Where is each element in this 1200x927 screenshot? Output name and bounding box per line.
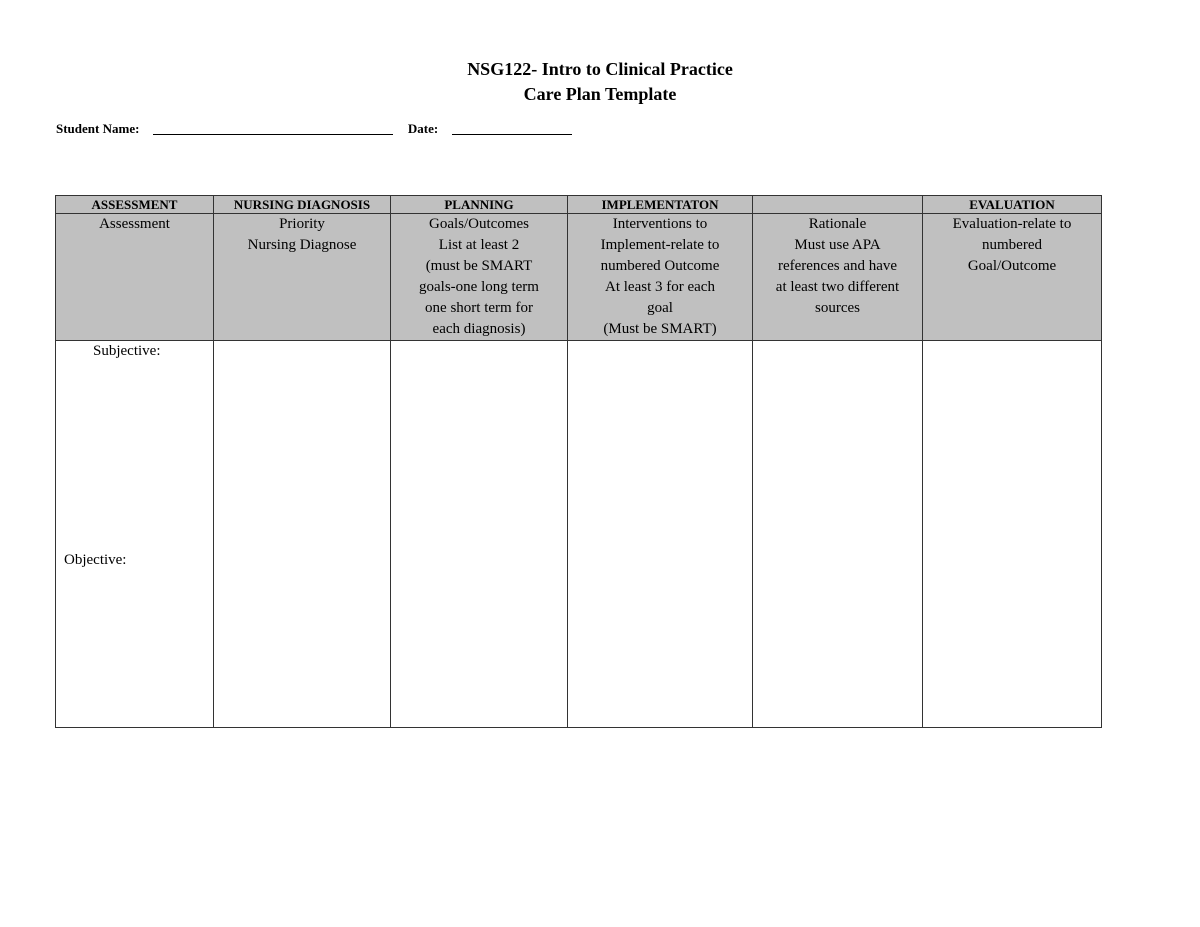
subheader-line: goals-one long term: [419, 279, 539, 295]
subheader-line: Assessment: [99, 216, 170, 232]
student-info-row: [56, 121, 572, 137]
subheader-line: each diagnosis): [432, 321, 526, 337]
objective-label: Objective:: [64, 552, 127, 568]
subheader-line: Goal/Outcome: [967, 258, 1057, 274]
date-field[interactable]: [452, 122, 572, 135]
subjective-label: Subjective:: [93, 343, 161, 359]
subheader-implementation: [568, 214, 753, 341]
implementation-cell[interactable]: [568, 341, 753, 728]
rationale-cell[interactable]: [753, 341, 923, 728]
header-nursing-diagnosis: NURSING DIAGNOSIS: [214, 196, 391, 214]
subheader-line: Nursing Diagnose: [247, 237, 357, 253]
student-name-label: Student Name:: [56, 121, 140, 136]
planning-cell[interactable]: [391, 341, 568, 728]
subheader-line: at least two different: [775, 279, 900, 295]
subheader-evaluation: [923, 214, 1102, 341]
course-title: NSG122- Intro to Clinical Practice: [467, 59, 733, 79]
subheader-line: At least 3 for each: [605, 279, 715, 295]
evaluation-cell[interactable]: [923, 341, 1102, 728]
header-evaluation: EVALUATION: [923, 196, 1102, 214]
header-implementation: IMPLEMENTATON: [568, 196, 753, 214]
subheader-line: sources: [815, 300, 860, 316]
table-subheader-row: [56, 214, 1102, 341]
subheader-line: Evaluation-relate to: [952, 216, 1072, 232]
subheader-line: Rationale: [808, 216, 867, 232]
subheader-line: (Must be SMART): [603, 321, 717, 337]
subheader-line: (must be SMART: [425, 258, 533, 274]
assessment-cell[interactable]: [56, 341, 214, 728]
subheader-nursing-diagnosis: [214, 214, 391, 341]
header-planning: PLANNING: [391, 196, 568, 214]
subheader-line: references and have: [777, 258, 898, 274]
subheader-line: Goals/Outcomes: [429, 216, 529, 232]
care-plan-table: [55, 195, 1102, 728]
subheader-assessment: [56, 214, 214, 341]
table-body-row: [56, 341, 1102, 728]
subheader-line: one short term for: [425, 300, 533, 316]
document-title: [0, 57, 1200, 107]
subheader-planning: [391, 214, 568, 341]
header-assessment: ASSESSMENT: [56, 196, 214, 214]
template-title: Care Plan Template: [523, 84, 677, 104]
subheader-line: Interventions to: [612, 216, 708, 232]
subheader-line: List at least 2: [438, 237, 520, 253]
subheader-line: goal: [647, 300, 673, 316]
header-rationale: [753, 196, 923, 214]
student-name-field[interactable]: [153, 122, 393, 135]
subheader-line: Implement-relate to: [600, 237, 720, 253]
subheader-line: numbered: [982, 237, 1042, 253]
subheader-line: Priority: [279, 216, 325, 232]
nursing-diagnosis-cell[interactable]: [214, 341, 391, 728]
subheader-rationale: [753, 214, 923, 341]
subheader-line: numbered Outcome: [600, 258, 720, 274]
date-label: Date:: [407, 121, 439, 136]
subheader-line: Must use APA: [794, 237, 881, 253]
table-header-row: [56, 196, 1102, 214]
